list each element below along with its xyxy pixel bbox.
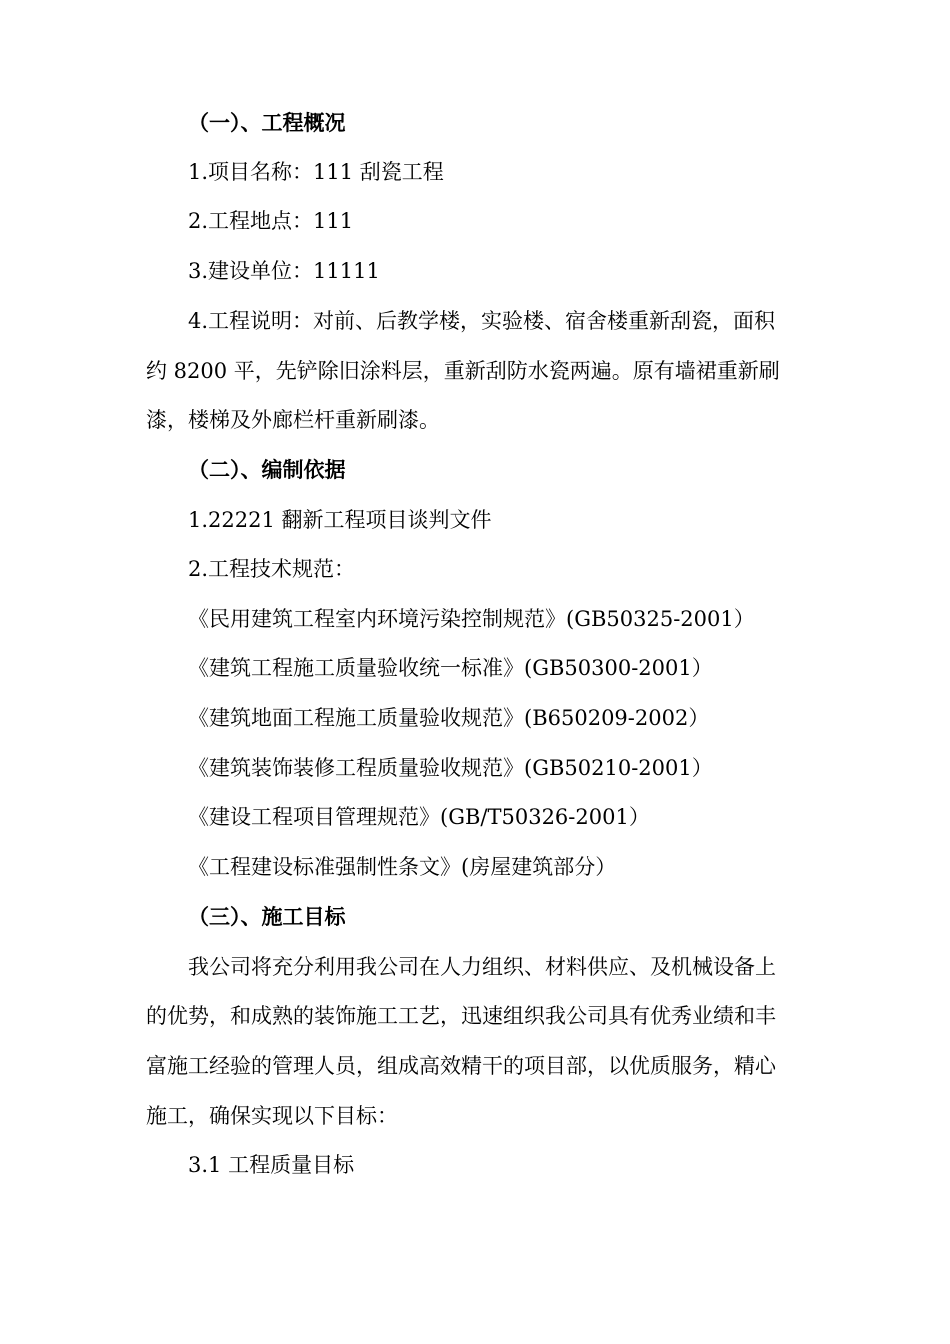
goals-paragraph-line-1: 我公司将充分利用我公司在人力组织、材料供应、及机械设备上 bbox=[188, 955, 776, 979]
citation-line: 《工程建设标准强制性条文》(房屋建筑部分） bbox=[188, 855, 617, 879]
citation-line: 《民用建筑工程室内环境污染控制规范》(GB50325-2001） bbox=[188, 607, 755, 631]
section-heading-goals: （三）、施工目标 bbox=[188, 905, 346, 929]
goals-paragraph-line-4: 施工，确保实现以下目标： bbox=[146, 1104, 398, 1128]
citation-line: 《建筑工程施工质量验收统一标准》(GB50300-2001） bbox=[188, 656, 713, 680]
basis-item-1: 1.22221 翻新工程项目谈判文件 bbox=[188, 508, 492, 532]
section-heading-basis: （二）、编制依据 bbox=[188, 458, 346, 482]
project-location-line: 2.工程地点：111 bbox=[188, 209, 354, 233]
section-heading-overview: （一）、工程概况 bbox=[188, 111, 346, 135]
description-line-3: 漆，楼梯及外廊栏杆重新刷漆。 bbox=[146, 408, 440, 432]
project-name-line: 1.项目名称：111 刮瓷工程 bbox=[188, 160, 444, 184]
construction-unit-line: 3.建设单位：11111 bbox=[188, 259, 380, 283]
basis-item-2: 2.工程技术规范： bbox=[188, 557, 356, 581]
description-line-1: 4.工程说明：对前、后教学楼，实验楼、宿舍楼重新刮瓷，面积 bbox=[188, 309, 776, 333]
goals-paragraph-line-3: 富施工经验的管理人员，组成高效精干的项目部，以优质服务，精心 bbox=[146, 1054, 776, 1078]
quality-goal-item: 3.1 工程质量目标 bbox=[188, 1153, 355, 1177]
citation-line: 《建筑装饰装修工程质量验收规范》(GB50210-2001） bbox=[188, 756, 713, 780]
citation-line: 《建设工程项目管理规范》(GB/T50326-2001） bbox=[188, 805, 650, 829]
goals-paragraph-line-2: 的优势，和成熟的装饰施工工艺，迅速组织我公司具有优秀业绩和丰 bbox=[146, 1004, 776, 1028]
description-line-2: 约 8200 平，先铲除旧涂料层，重新刮防水瓷两遍。原有墙裙重新刷 bbox=[146, 359, 780, 383]
citation-line: 《建筑地面工程施工质量验收规范》(B650209-2002） bbox=[188, 706, 710, 730]
